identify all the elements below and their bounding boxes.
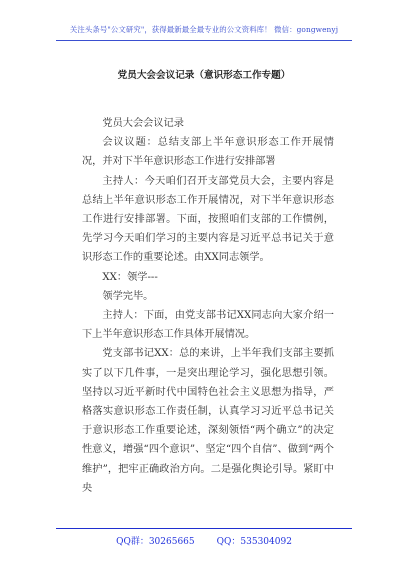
document-title: 党员大会会议记录（意识形态工作专题） [117,70,291,81]
paragraph-agenda: 会议议题：总结支部上半年意识形态工作开展情况，并对下半年意识形态工作进行安排部署 [82,137,334,168]
paragraph-study-done: 领学完毕。 [102,290,154,302]
header-banner: 关注头条号"公文研究"，获得最新最全最专业的公文资料库！ 微信：gongwenyj [69,25,339,34]
paragraph-host-intro: 主持人：下面，由党支部书记XX同志向大家介绍一下上半年意识形态工作具体开展情况。 [82,310,334,341]
footer-divider [56,528,352,529]
document-body [82,114,334,498]
paragraph-secretary-report: 党支部书记XX：总的来讲，上半年我们支部主要抓实了以下几件事，一是突出理论学习，强化思想引领。坚持以习近平新时代中国特色社会主义思想为指导，严格落实意识形态工作责任制，认真学习习近平总书记关于意识形态工作重要论述，深刻领悟“两个确立”的决定性意义，增强“四个意识”、坚定“四个自信”、做到“两个维护”，把牢正确政治方向。二是强化舆论引导。紧盯中央 [82,348,334,494]
qq-contact-label: QQ：535304092 [216,537,292,547]
qq-group-label: QQ群：30265665 [116,537,195,547]
paragraph-host-opening: 主持人：今天咱们召开支部党员大会，主要内容是总结上半年意识形态工作开展情况，对下半年意识形态工作进行安排部署。下面，按照咱们支部的工作惯例，先学习今天咱们学习的主要内容是习近平总书记关于意识形态工作的重要论述。由XX同志领学。 [82,175,334,264]
header-divider [56,40,352,41]
paragraph-heading: 党员大会会议记录 [102,118,184,129]
footer-banner [0,534,408,547]
paragraph-study-lead: XX：领学--- [102,271,158,283]
